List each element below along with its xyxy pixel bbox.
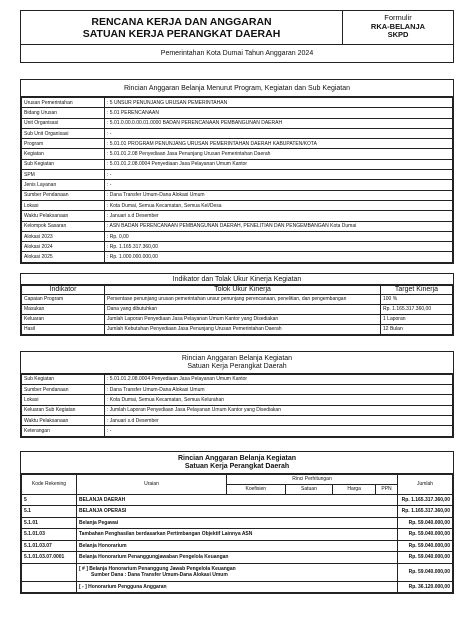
col-koefisien: Koefisien [227, 484, 286, 494]
field-label: Sumber Pendanaan [22, 385, 105, 395]
field-label: Program [22, 139, 105, 149]
field-label: Lokasi [22, 395, 105, 405]
indicator-target: Rp. 1.165.317.360,00 [381, 304, 453, 314]
col-jumlah: Jumlah [398, 474, 453, 494]
document-header [20, 10, 454, 45]
budget-description-line: Tambahan Penghasilan berdasarkan Pertimbangan Objektif Lainnya ASN [79, 531, 253, 538]
field-label: Unit Organisasi [22, 118, 105, 128]
program-row [22, 242, 453, 252]
activity-table [21, 374, 453, 437]
budget-section [20, 451, 454, 595]
budget-row [22, 563, 453, 581]
activity-row [22, 385, 453, 395]
field-value: : ASN BADAN PERENCANAAN PEMBANGUNAN DAERAH, PENELITIAN DAN PENGEMBANGAN Kota Dumai [105, 221, 453, 231]
budget-code [22, 581, 77, 593]
col-satuan: Satuan [285, 484, 333, 494]
program-row [22, 180, 453, 190]
program-row [22, 108, 453, 118]
budget-description [77, 506, 398, 518]
program-row [22, 252, 453, 262]
budget-amount: Rp. 59.040.000,00 [398, 517, 453, 529]
indicator-measure: Jumlah Laporan Penyediaan Jasa Pelayanan Umum Kantor yang Disediakan [105, 314, 381, 324]
budget-description [77, 563, 398, 581]
indicator-name: Capaian Program [22, 294, 105, 304]
budget-description-line: BELANJA DAERAH [79, 496, 126, 503]
budget-description-line: [ # ] Belanja Honorarium Penanggung Jawab Pengelola Keuangan [79, 566, 236, 573]
col-target: Target Kinerja [381, 285, 453, 294]
activity-row [22, 415, 453, 425]
field-value: : 5.01 PERENCANAAN [105, 108, 453, 118]
field-label: Jenis Layanan [22, 180, 105, 190]
col-ppn: PPN [376, 484, 398, 494]
indicator-name: Keluaran [22, 314, 105, 324]
program-row [22, 211, 453, 221]
budget-amount: Rp. 36.120.000,00 [398, 581, 453, 593]
col-harga: Harga [333, 484, 376, 494]
field-label: Alokasi 2023 [22, 231, 105, 241]
field-label: Lokasi [22, 200, 105, 210]
budget-row [22, 540, 453, 552]
col-tolok-ukur: Tolok Ukur Kinerja [105, 285, 381, 294]
field-label: Alokasi 2024 [22, 242, 105, 252]
form-sub: SKPD [387, 30, 409, 39]
program-row [22, 200, 453, 210]
indicator-name: Hasil [22, 324, 105, 334]
budget-amount: Rp. 59.040.000,00 [398, 540, 453, 552]
col-indikator: Indikator [22, 285, 105, 294]
program-row [22, 128, 453, 138]
program-row [22, 118, 453, 128]
budget-description-line: Belanja Honorarium [79, 542, 127, 549]
field-value: : Rp. 1.165.317.360,00 [105, 242, 453, 252]
budget-code [22, 563, 77, 581]
field-label: Sumber Pendanaan [22, 190, 105, 200]
budget-description [77, 552, 398, 564]
budget-row [22, 529, 453, 541]
activity-row [22, 374, 453, 384]
field-value: : Rp. 0,00 [105, 231, 453, 241]
field-value: : 5.01.0.00.0.00.01.0000 BADAN PERENCANAAN PEMBANGUNAN DAERAH [105, 118, 453, 128]
budget-row [22, 506, 453, 518]
field-value: : - [105, 180, 453, 190]
program-row [22, 98, 453, 108]
budget-code: 5.1.01.03 [22, 529, 77, 541]
budget-code: 5.1.01.03.07 [22, 540, 77, 552]
program-row [22, 139, 453, 149]
col-rinci-perhitungan: Rinci Perhitungan [227, 474, 398, 484]
budget-description [77, 540, 398, 552]
indicator-row [22, 314, 453, 324]
field-value: : Rp. 1.000.000.000,00 [105, 252, 453, 262]
field-value: : Kota Dumai, Semua Kecamatan, Semua Kelurahan [105, 395, 453, 405]
col-kode-rekening: Kode Rekening [22, 474, 77, 494]
field-label: Sub Unit Organisasi [22, 128, 105, 138]
activity-row [22, 395, 453, 405]
field-label: Kegiatan [22, 149, 105, 159]
field-value: : Jumlah Laporan Penyediaan Jasa Pelayanan Umum Kantor yang Disediakan [105, 405, 453, 415]
program-row [22, 231, 453, 241]
budget-code: 5.1.01.03.07.0001 [22, 552, 77, 564]
document-title [21, 11, 343, 44]
budget-description [77, 517, 398, 529]
field-label: Waktu Pelaksanaan [22, 415, 105, 425]
budget-row [22, 581, 453, 593]
budget-amount: Rp. 59.040.000,00 [398, 529, 453, 541]
field-label: Waktu Pelaksanaan [22, 211, 105, 221]
activity-title-line-2: Satuan Kerja Perangkat Daerah [187, 363, 287, 371]
field-value: : Dana Transfer Umum-Dana Alokasi Umum [105, 385, 453, 395]
budget-description [77, 581, 398, 593]
field-value: : - [105, 170, 453, 180]
title-line-2: SATUAN KERJA PERANGKAT DAERAH [82, 28, 281, 40]
activity-title-line-1: Rincian Anggaran Belanja Kegiatan [181, 354, 293, 362]
program-row [22, 159, 453, 169]
budget-title-line-2: Satuan Kerja Perangkat Daerah [184, 463, 290, 471]
form-label: Formulir [384, 13, 412, 22]
field-label: Keterangan [22, 426, 105, 436]
activity-section-title [21, 352, 453, 374]
field-value: : 5.01.01 PROGRAM PENUNJANG URUSAN PEMERINTAHAN DAERAH KABUPATEN/KOTA [105, 139, 453, 149]
budget-description-line: BELANJA OPERASI [79, 508, 127, 515]
indicator-target: 100 % [381, 294, 453, 304]
activity-section [20, 351, 454, 438]
program-section [20, 79, 454, 264]
form-code-block [343, 11, 453, 44]
budget-amount: Rp. 59.040.000,00 [398, 552, 453, 564]
field-label: Alokasi 2025 [22, 252, 105, 262]
budget-description-line: Belanja Pegawai [79, 519, 119, 526]
field-value: : Januari s.d Desember [105, 415, 453, 425]
indicator-row [22, 294, 453, 304]
budget-row [22, 494, 453, 506]
field-label: Sub Kegiatan [22, 159, 105, 169]
title-line-1: RENCANA KERJA DAN ANGGARAN [91, 16, 272, 28]
field-label: SPM [22, 170, 105, 180]
budget-description [77, 494, 398, 506]
budget-code: 5.1.01 [22, 517, 77, 529]
form-code: RKA-BELANJA [370, 21, 426, 31]
budget-description-line: Belanja Honorarium Penanggungjawaban Pengelola Keuangan [79, 554, 229, 561]
indicator-row [22, 304, 453, 314]
budget-section-title [21, 452, 453, 474]
indicator-section-title: Indikator dan Tolak Ukur Kinerja Kegiatan [21, 274, 453, 285]
budget-description-line: [ - ] Honorarium Pengguna Anggaran [79, 583, 167, 590]
indicator-table [21, 285, 453, 335]
budget-amount: Rp. 59.040.000,00 [398, 563, 453, 581]
field-value: : 5.01.01.2.08 Penyediaan Jasa Penunjang Urusan Pemerintahan Daerah [105, 149, 453, 159]
program-row [22, 170, 453, 180]
indicator-target: 1 Laporan [381, 314, 453, 324]
field-label: Bidang Urusan [22, 108, 105, 118]
activity-row [22, 405, 453, 415]
budget-amount: Rp. 1.165.317.360,00 [398, 506, 453, 518]
budget-row [22, 552, 453, 564]
indicator-measure: Dana yang dibutuhkan [105, 304, 381, 314]
budget-funding-source: Sumber Dana : Dana Transfer Umum-Dana Alokasi Umum [91, 572, 228, 579]
activity-row [22, 426, 453, 436]
indicator-section [20, 273, 454, 336]
indicator-measure: Persentase penunjang urusan pemerintahan unsur penunjang perencanaan, penelitian, dan pengembangan [105, 294, 381, 304]
document-page [20, 10, 454, 594]
indicator-row [22, 324, 453, 334]
indicator-target: 12 Bulan [381, 324, 453, 334]
budget-code: 5.1 [22, 506, 77, 518]
program-section-title: Rincian Anggaran Belanja Menurut Program, Kegiatan dan Sub Kegiatan [21, 80, 453, 97]
field-value: : Januari s.d Desember [105, 211, 453, 221]
document-subtitle: Pemerintahan Kota Dumai Tahun Anggaran 2024 [20, 45, 454, 63]
indicator-measure: Jumlah Kebutuhan Penyediaan Jasa Penunjang Urusan Pemerintahan Daerah [105, 324, 381, 334]
budget-code: 5 [22, 494, 77, 506]
budget-row [22, 517, 453, 529]
program-row [22, 190, 453, 200]
field-label: Sub Kegiatan [22, 374, 105, 384]
field-value: : Kota Dumai, Semua Kecamatan, Semua Kel/Desa [105, 200, 453, 210]
field-value: : 5.01.01.2.08.0004 Penyediaan Jasa Pelayanan Umum Kantor [105, 159, 453, 169]
budget-amount: Rp. 1.165.317.360,00 [398, 494, 453, 506]
budget-title-line-1: Rincian Anggaran Belanja Kegiatan [178, 454, 296, 462]
budget-description [77, 529, 398, 541]
field-value: : Dana Transfer Umum-Dana Alokasi Umum [105, 190, 453, 200]
field-value: : 5.01.01.2.08.0004 Penyediaan Jasa Pelayanan Umum Kantor [105, 374, 453, 384]
field-value: : - [105, 426, 453, 436]
program-row [22, 149, 453, 159]
field-label: Kelompok Sasaran [22, 221, 105, 231]
field-label: Urusan Pemerintahan [22, 98, 105, 108]
field-value: : - [105, 128, 453, 138]
field-label: Keluaran Sub Kegiatan [22, 405, 105, 415]
budget-table [21, 474, 453, 594]
indicator-name: Masukan [22, 304, 105, 314]
field-value: : 5 UNSUR PENUNJANG URUSAN PEMERINTAHAN [105, 98, 453, 108]
col-uraian: Uraian [77, 474, 227, 494]
program-table [21, 97, 453, 263]
program-row [22, 221, 453, 231]
